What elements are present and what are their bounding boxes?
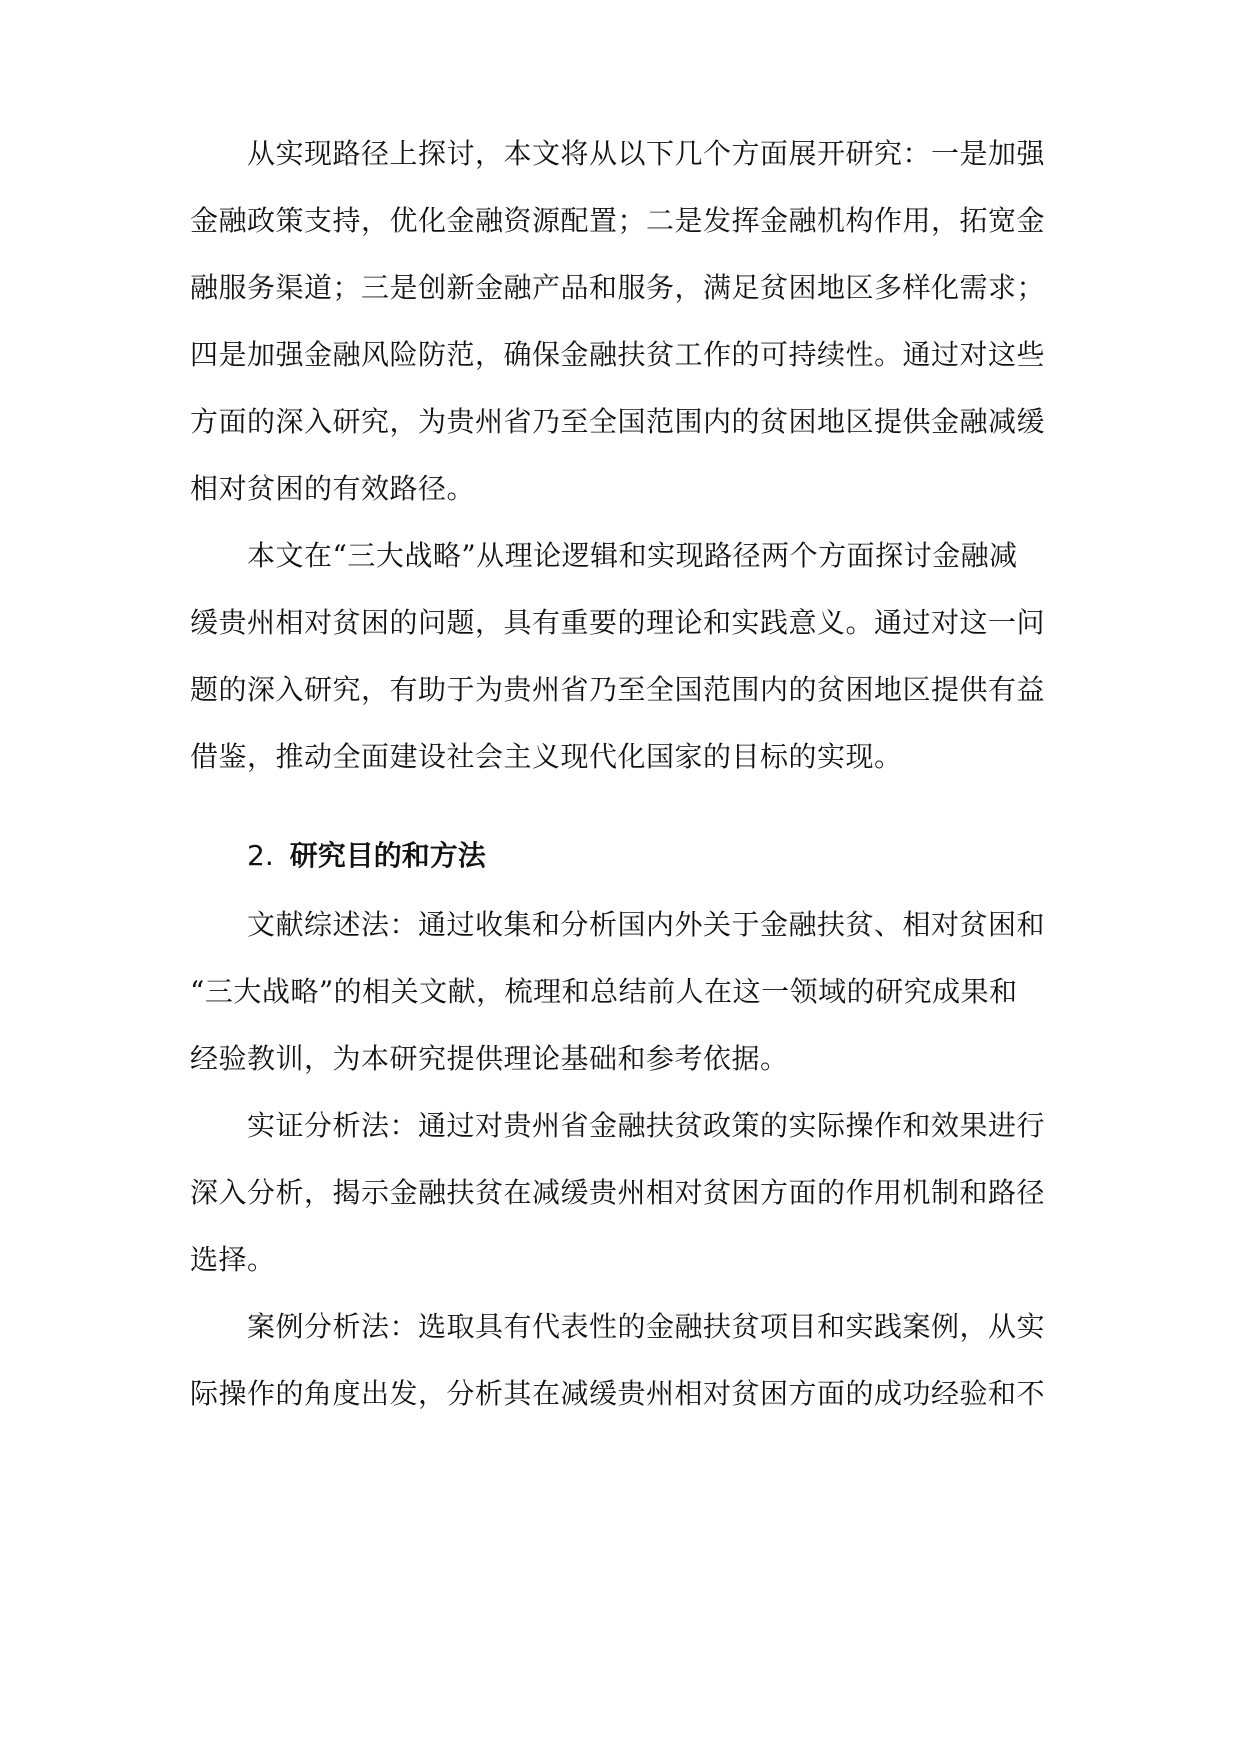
paragraph-line: 相对贫困的有效路径。 xyxy=(190,472,476,505)
paragraph-line: 方面的深入研究，为贵州省乃至全国范围内的贫困地区提供金融减缓 xyxy=(190,405,1046,438)
paragraph-line: 际操作的角度出发，分析其在减缓贵州相对贫困方面的成功经验和不 xyxy=(190,1377,1046,1410)
paragraph-line: 金融政策支持，优化金融资源配置；二是发挥金融机构作用，拓宽金 xyxy=(190,204,1046,237)
section-heading xyxy=(247,836,486,876)
paragraph-line: 借鉴，推动全面建设社会主义现代化国家的目标的实现。 xyxy=(190,740,903,773)
paragraph-line: 本文在“三大战略”从理论逻辑和实现路径两个方面探讨金融减 xyxy=(247,539,1018,572)
paragraph-line: 题的深入研究，有助于为贵州省乃至全国范围内的贫困地区提供有益 xyxy=(190,673,1046,706)
section-title: 研究目的和方法 xyxy=(289,839,486,872)
paragraph-line: 选择。 xyxy=(190,1243,276,1276)
paragraph-line: 案例分析法：选取具有代表性的金融扶贫项目和实践案例，从实 xyxy=(247,1310,1046,1343)
paragraph-line: 缓贵州相对贫困的问题，具有重要的理论和实践意义。通过对这一问 xyxy=(190,606,1046,639)
paragraph-line: 实证分析法：通过对贵州省金融扶贫政策的实际操作和效果进行 xyxy=(247,1109,1046,1142)
paragraph-line: 深入分析，揭示金融扶贫在减缓贵州相对贫困方面的作用机制和路径 xyxy=(190,1176,1046,1209)
paragraph-line: 从实现路径上探讨，本文将从以下几个方面展开研究：一是加强 xyxy=(247,137,1046,170)
paragraph-line: “三大战略”的相关文献，梳理和总结前人在这一领域的研究成果和 xyxy=(190,975,1018,1008)
paragraph-line: 四是加强金融风险防范，确保金融扶贫工作的可持续性。通过对这些 xyxy=(190,338,1046,371)
paragraph-line: 文献综述法：通过收集和分析国内外关于金融扶贫、相对贫困和 xyxy=(247,908,1046,941)
section-number: 2. xyxy=(247,839,274,872)
paragraph-line: 融服务渠道；三是创新金融产品和服务，满足贫困地区多样化需求； xyxy=(190,271,1046,304)
paragraph-line: 经验教训，为本研究提供理论基础和参考依据。 xyxy=(190,1042,789,1075)
